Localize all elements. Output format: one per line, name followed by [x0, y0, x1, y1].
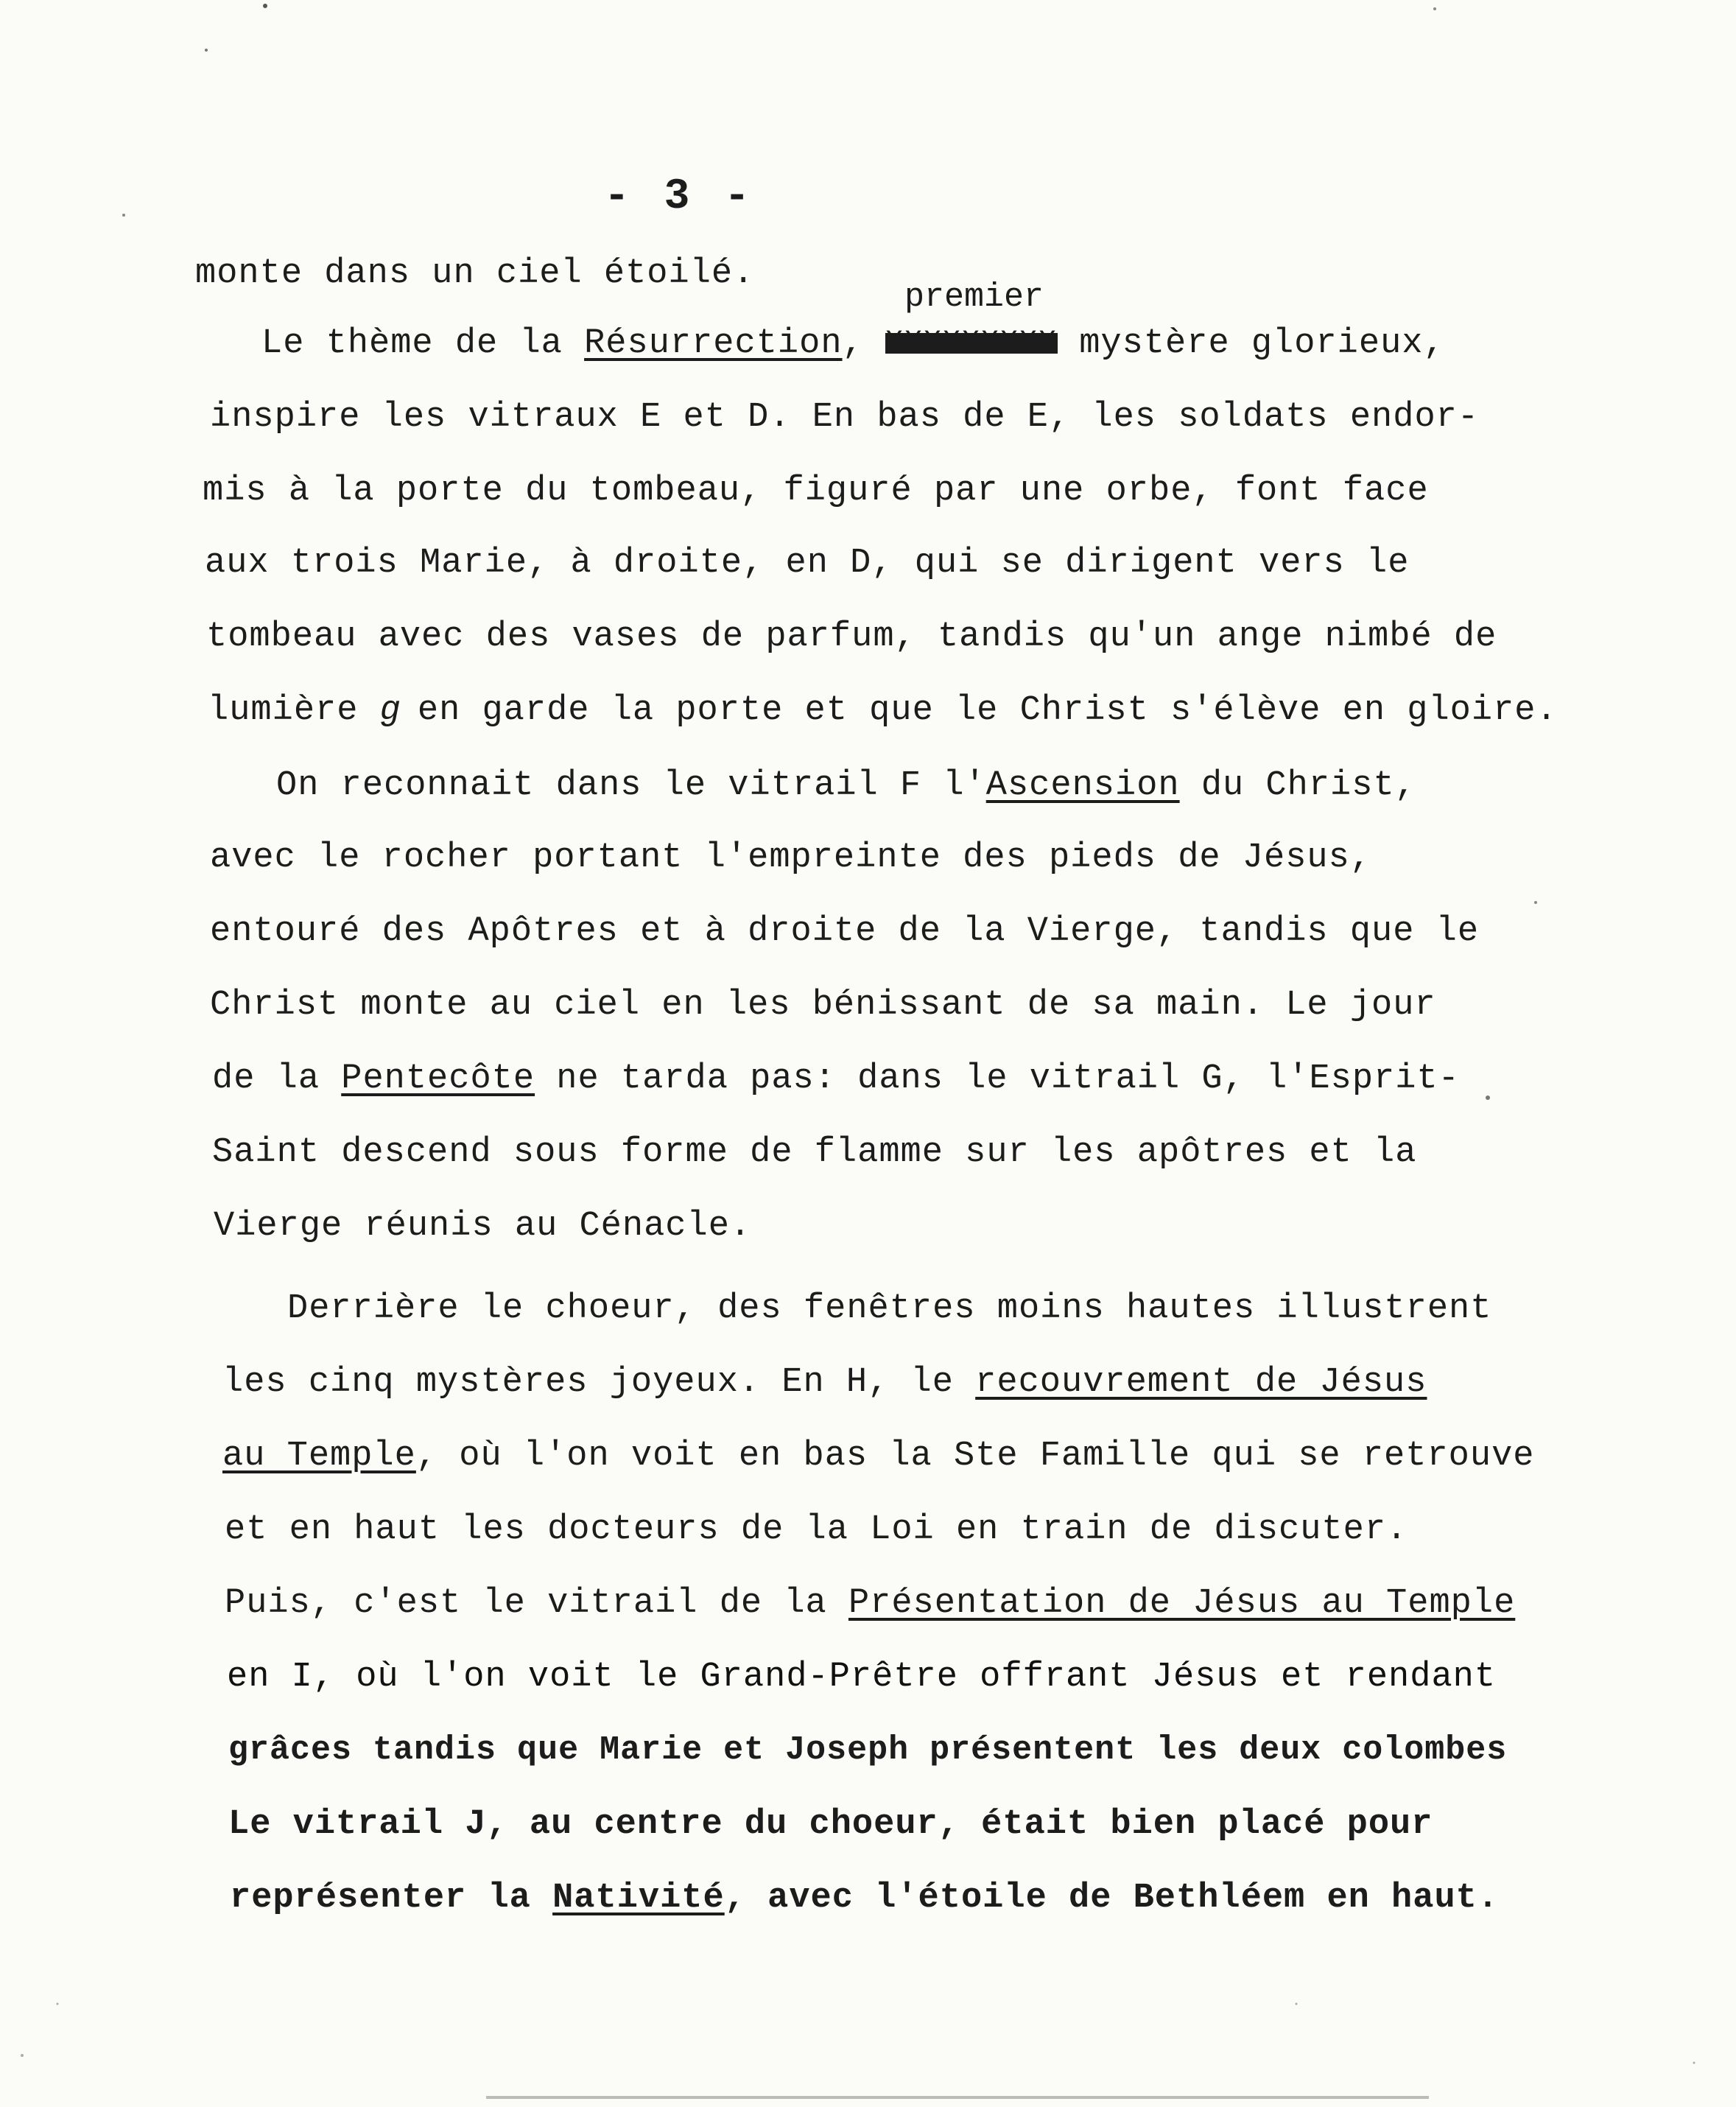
line-text: et en haut les docteurs de la Loi en train de discuter. — [225, 1510, 1408, 1549]
line-text: aux trois Marie, à droite, en D, qui se dirigent vers le — [205, 544, 1410, 583]
text-line-11 — [210, 986, 1436, 1025]
text-line-6 — [206, 617, 1497, 656]
line-text: Saint descend sous forme de flamme sur les apôtres et la — [212, 1133, 1417, 1172]
underlined-term: Résurrection — [584, 324, 843, 363]
text-line-8 — [276, 766, 1416, 805]
text-line-19 — [225, 1584, 1515, 1623]
line-text: Le vitrail J, au centre du choeur, était bien placé pour — [228, 1805, 1433, 1844]
line-text: tombeau avec des vases de parfum, tandis qu'un ange nimbé de — [206, 617, 1497, 656]
text-line-17 — [222, 1437, 1534, 1476]
text-line-23 — [230, 1879, 1499, 1918]
text-line-14 — [214, 1207, 751, 1246]
text-line-15 — [287, 1289, 1491, 1328]
line-text: Christ monte au ciel en les bénissant de sa main. Le jour — [210, 986, 1436, 1025]
line-text: Le thème de la — [261, 324, 585, 363]
line-text: en garde la porte et que le Christ s'élève en gloire. — [417, 691, 1558, 730]
struck-word: XXXXXXXXX — [885, 326, 1058, 360]
line-text: Derrière le choeur, des fenêtres moins hautes illustrent — [287, 1289, 1492, 1328]
text-line-20 — [227, 1658, 1496, 1697]
line-text: On reconnait dans le vitrail F l' — [276, 766, 986, 805]
line-text: de la — [212, 1059, 342, 1098]
text-line-12 — [212, 1059, 1460, 1098]
text-line-2 — [261, 324, 1445, 363]
underlined-term: au Temple — [222, 1437, 416, 1476]
line-text: lumière — [208, 691, 380, 730]
line-text: mystère glorieux, — [1058, 324, 1445, 363]
line-text: mis à la porte du tombeau, figuré par une orbe, font face — [203, 471, 1429, 511]
text-line-9 — [210, 838, 1371, 877]
text-line-5 — [205, 544, 1409, 583]
line-text: du Christ, — [1179, 766, 1416, 805]
line-text: représenter la — [230, 1879, 553, 1918]
text-line-1 — [195, 254, 754, 293]
text-line-3 — [210, 398, 1479, 437]
line-text: en I, où l'on voit le Grand-Prêtre offrant Jésus et rendant — [227, 1658, 1497, 1697]
underlined-term: recouvrement de Jésus — [975, 1363, 1427, 1402]
text-line-7 — [208, 691, 1558, 730]
text-line-4 — [203, 471, 1429, 511]
line-text: , où l'on voit en bas la Ste Famille qui se retrouve — [415, 1437, 1535, 1476]
line-text: avec le rocher portant l'empreinte des pieds de Jésus, — [210, 838, 1372, 877]
text-line-22 — [228, 1805, 1433, 1844]
line-text: les cinq mystères joyeux. En H, le — [222, 1363, 976, 1402]
line-text: Vierge réunis au Cénacle. — [214, 1207, 752, 1246]
underlined-term: Présentation de Jésus au Temple — [848, 1584, 1516, 1623]
line-text: inspire les vitraux E et D. En bas de E, les soldats endor- — [210, 398, 1480, 437]
line-text: , — [842, 324, 885, 363]
page-number: - 3 - — [604, 173, 755, 221]
text-line-13 — [212, 1133, 1416, 1172]
underlined-term: Nativité — [552, 1879, 725, 1918]
handwritten-mark: g — [379, 691, 401, 730]
line-text: monte dans un ciel étoilé. — [195, 254, 755, 293]
line-text: entouré des Apôtres et à droite de la Vierge, tandis que le — [210, 912, 1480, 951]
underlined-term: Pentecôte — [341, 1059, 535, 1098]
line-text: grâces tandis que Marie et Joseph présentent les deux colombes — [228, 1731, 1508, 1769]
text-line-10 — [210, 912, 1479, 951]
underlined-term: Ascension — [985, 766, 1180, 805]
text-line-18 — [225, 1510, 1408, 1549]
text-line-21 — [228, 1731, 1507, 1769]
line-text: , avec l'étoile de Bethléem en haut. — [724, 1879, 1500, 1918]
line-text: Puis, c'est le vitrail de la — [225, 1584, 848, 1623]
interlinear-insert: premier — [904, 278, 1044, 316]
line-text: ne tarda pas: dans le vitrail G, l'Esprit- — [535, 1059, 1460, 1098]
text-line-16 — [222, 1363, 1427, 1402]
